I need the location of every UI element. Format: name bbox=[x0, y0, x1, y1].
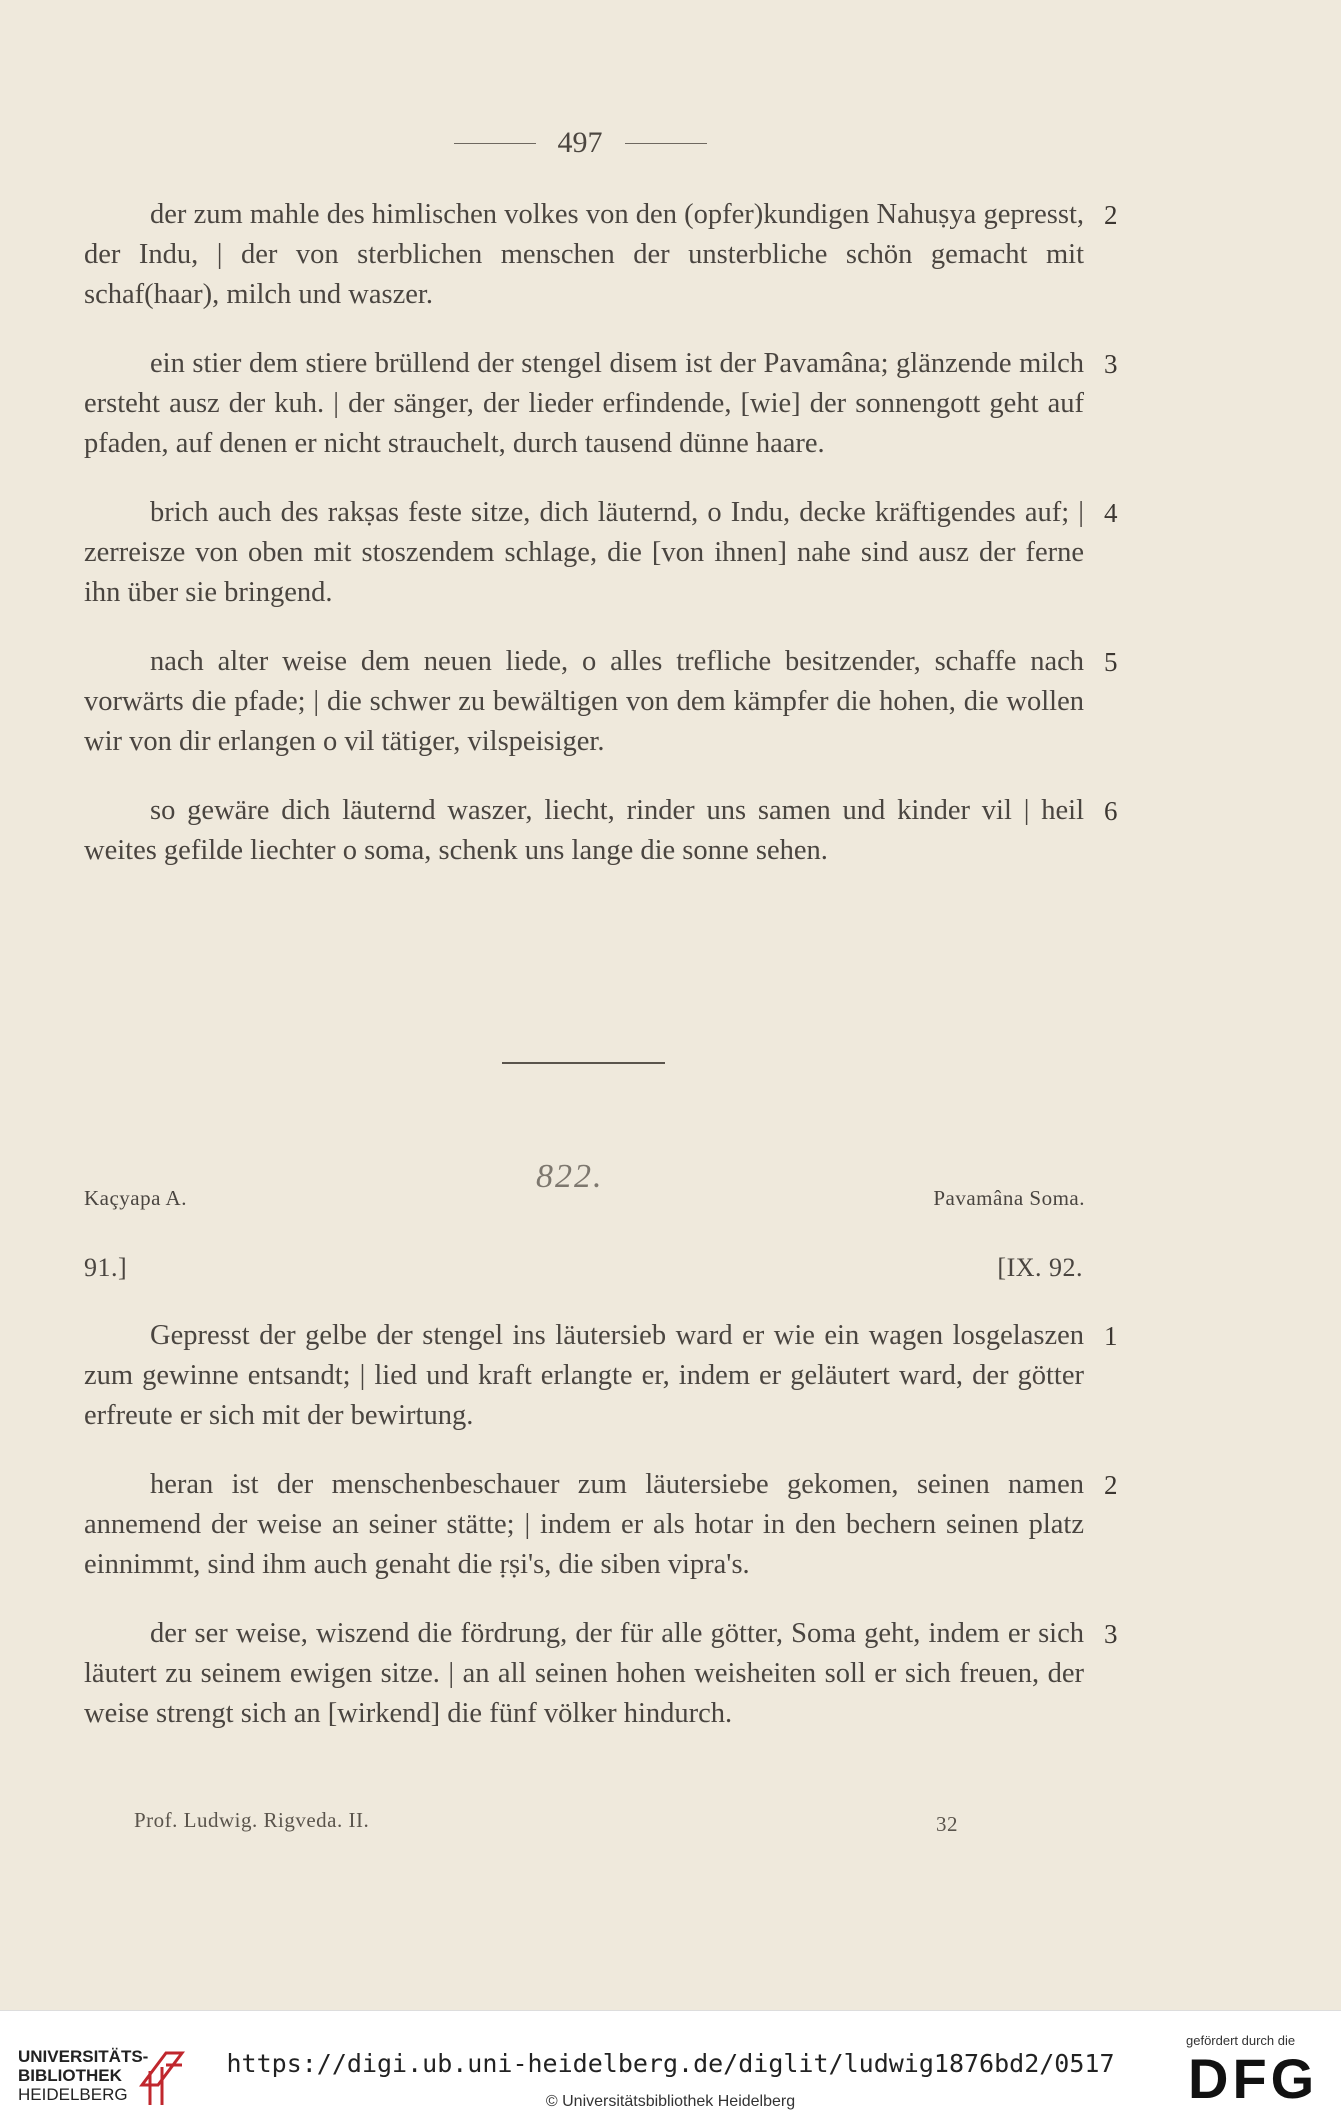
verse-number: 1 bbox=[1104, 1321, 1118, 1351]
verse-text: heran ist der menschenbeschauer zum läutersiebe gekomen, seinen namen annemend der weise an seiner stätte; | indem er als hotar in den bechern seinen platz einnimmt, sind ihm auch genaht die ṛṣi's, die siben vipra's. bbox=[84, 1469, 1084, 1580]
verse-paragraph bbox=[84, 791, 1118, 871]
dfg-logo: DFG bbox=[1188, 2047, 1319, 2110]
copyright-notice: © Universitätsbibliothek Heidelberg bbox=[545, 2093, 796, 2110]
verse-paragraph bbox=[84, 195, 1118, 315]
verse-paragraph bbox=[84, 1316, 1118, 1436]
library-name-line3: HEIDELBERG bbox=[18, 2085, 128, 2104]
section-separator bbox=[502, 1062, 665, 1064]
verse-paragraph bbox=[84, 642, 1118, 762]
page-signature: Prof. Ludwig. Rigveda. II. bbox=[134, 1808, 370, 1832]
verse-text: der zum mahle des himlischen volkes von den (opfer)kundigen Nahuṣya gepresst, der Indu, | der von sterblichen menschen der unsterbliche schön gemacht mit schaf(haar), milch und waszer. bbox=[84, 199, 1084, 310]
hymn-author: Kaçyapa A. bbox=[84, 1186, 187, 1210]
hymn-deity: Pavamâna Soma. bbox=[933, 1186, 1085, 1210]
page-number: 497 bbox=[557, 126, 603, 159]
verse-number: 3 bbox=[1104, 349, 1118, 379]
verse-text: ein stier dem stiere brüllend der stengel disem ist der Pavamâna; glänzende milch ersteht ausz der kuh. | der sänger, der lieder erfindende, [wie] der sonnengott geht auf pfaden, auf denen er nicht strauchelt, durch tausend dünne haare. bbox=[84, 348, 1084, 459]
verse-number: 5 bbox=[1104, 647, 1118, 677]
lower-hymn-text bbox=[84, 1316, 1118, 1734]
verse-text: brich auch des rakṣas feste sitze, dich läuternd, o Indu, decke kräftigendes auf; | zerreisze von oben mit stoszendem schlage, die [von ihnen] nahe sind ausz der ferne ihn über sie bringend. bbox=[84, 497, 1084, 608]
viewer-footer bbox=[0, 2010, 1341, 2122]
header-rule-right bbox=[625, 143, 707, 144]
verse-paragraph bbox=[84, 1465, 1118, 1585]
library-name-line2: BIBLIOTHEK bbox=[18, 2066, 122, 2085]
verse-number: 4 bbox=[1104, 498, 1118, 528]
library-name-line1: UNIVERSITÄTS- bbox=[18, 2047, 149, 2066]
verse-number: 6 bbox=[1104, 796, 1118, 826]
verse-text: nach alter weise dem neuen liede, o alles trefliche besitzender, schaffe nach vorwärts die pfade; | die schwer zu bewältigen von dem kämpfer die hohen, die wollen wir von dir erlangen o vil tätiger, vilspeisiger. bbox=[84, 646, 1084, 757]
verse-number: 2 bbox=[1104, 1470, 1118, 1500]
verse-paragraph bbox=[84, 344, 1118, 464]
page-header bbox=[0, 126, 1160, 160]
header-rule-left bbox=[454, 143, 536, 144]
verse-number: 3 bbox=[1104, 1619, 1118, 1649]
upper-hymn-text bbox=[84, 195, 1118, 871]
hymn-number-right: [IX. 92. bbox=[997, 1253, 1083, 1282]
verse-text: Gepresst der gelbe der stengel ins läutersieb ward er wie ein wagen losgelaszen zum gewinne entsandt; | lied und kraft erlangte er, indem er geläutert ward, der götter erfreute er sich mit der bewirtung. bbox=[84, 1320, 1084, 1431]
hymn-number-left: 91.] bbox=[84, 1253, 128, 1282]
handwritten-mark: 822. bbox=[536, 1158, 604, 1195]
verse-number: 2 bbox=[1104, 200, 1118, 230]
permalink-url[interactable]: https://digi.ub.uni-heidelberg.de/diglit/ludwig1876bd2/0517 bbox=[226, 2049, 1115, 2078]
verse-paragraph bbox=[84, 1614, 1118, 1734]
verse-paragraph bbox=[84, 493, 1118, 613]
verse-text: so gewäre dich läuternd waszer, liecht, rinder uns samen und kinder vil | heil weites gefilde liechter o soma, schenk uns lange die sonne sehen. bbox=[84, 795, 1084, 866]
funding-text: gefördert durch die bbox=[1186, 2033, 1296, 2048]
verse-text: der ser weise, wiszend die fördrung, der für alle götter, Soma geht, indem er sich läutert zu seinem ewigen sitze. | an all seinen hohen weisheiten soll er sich freuen, der weise strengt sich an [wirkend] die fünf völker hindurch. bbox=[84, 1618, 1084, 1729]
sheet-number: 32 bbox=[936, 1812, 958, 1836]
